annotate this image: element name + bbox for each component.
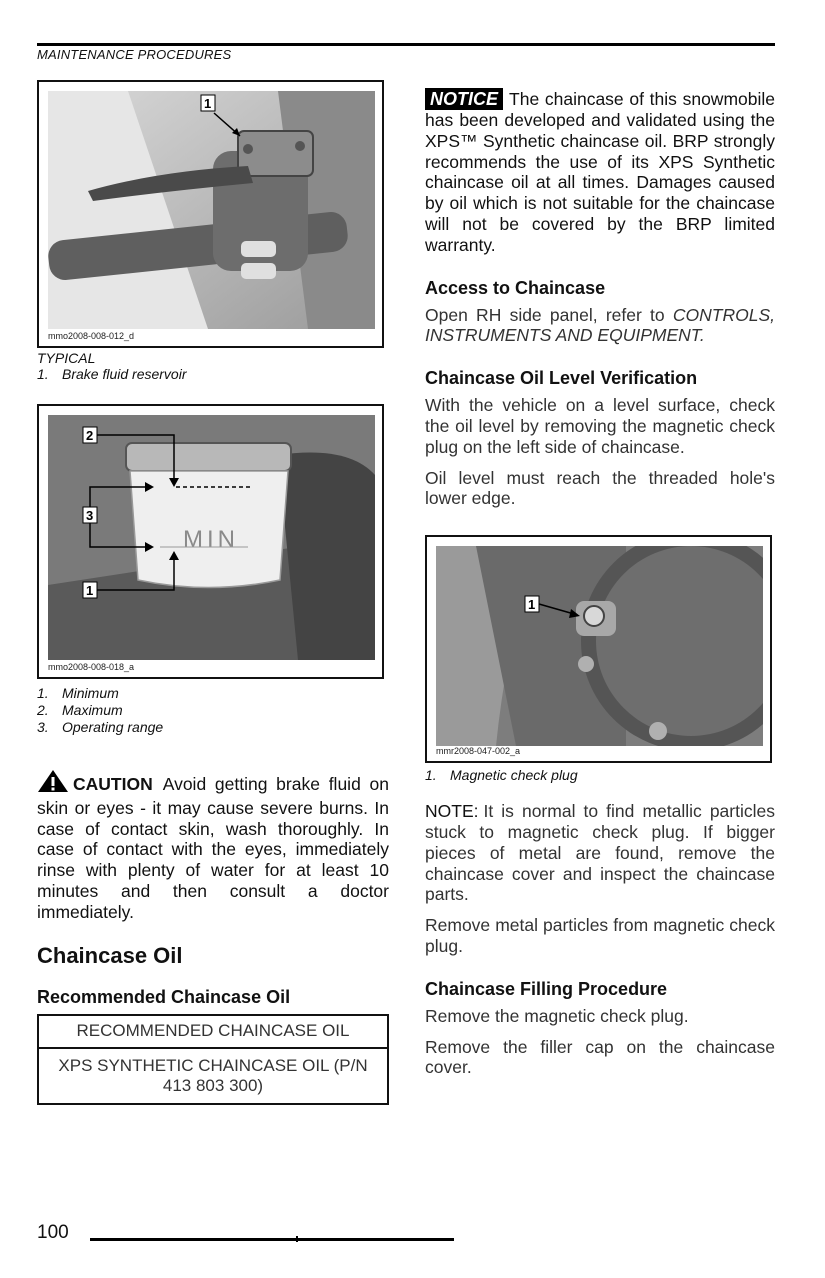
figure-code: mmo2008-008-018_a	[48, 662, 135, 672]
level-check-heading: Chaincase Oil Level Verification	[425, 368, 698, 389]
access-text: Open RH side panel, refer to CONTROLS, INSTRUMENTS AND EQUIPMENT.	[425, 304, 775, 346]
svg-text:3: 3	[86, 508, 94, 523]
caption-item: 2. Maximum	[37, 702, 123, 718]
figure-code: mmo2008-008-012_d	[48, 331, 135, 341]
caution-label: CAUTION	[73, 774, 153, 794]
filling-heading: Chaincase Filling Procedure	[425, 978, 668, 999]
level-check-para: Oil level must reach the threaded hole's lower edge.	[425, 467, 775, 509]
section-label: MAINTENANCE PROCEDURES	[37, 47, 232, 62]
caution-text: Avoid getting brake fluid on skin or eyes - it may cause severe burns. In case of contact skin, wash thoroughly. In case of contact with the eyes, immediately rinse with plenty of water for at least 10 minutes and then consult a doctor immediately.	[37, 774, 389, 922]
header-rule	[37, 43, 775, 46]
note-para: Remove metal particles from magnetic check plug.	[425, 915, 775, 956]
notice-text: The chaincase of this snowmobile has been developed and validated using the XPS™ Synthetic chaincase oil. BRP strongly recommends the use of its XPS Synthetic chaincase oil at all times. Damages caused by oil which is not suitable for the chaincase will not be covered by the BRP limited warranty.	[425, 89, 775, 255]
figure-brake-reservoir	[37, 80, 384, 348]
chaincase-oil-heading: Chaincase Oil	[37, 942, 183, 968]
filling-para: Remove the magnetic check plug.	[425, 1005, 689, 1026]
filling-para: Remove the filler cap on the chaincase cover.	[425, 1036, 775, 1078]
min-marking: MIN	[183, 526, 239, 553]
caption-item: 1. Minimum	[37, 685, 119, 701]
footer-rule	[90, 1238, 454, 1241]
callout-1: 1	[528, 597, 536, 613]
reservoir-photo	[48, 415, 375, 660]
figure-magnetic-plug	[425, 535, 772, 763]
caption-item: 3. Operating range	[37, 719, 164, 735]
recommended-oil-table	[37, 1014, 389, 1105]
cross-reference: CONTROLS, INSTRUMENTS AND EQUIPMENT	[425, 304, 775, 346]
access-heading: Access to Chaincase	[425, 277, 606, 298]
caution-block	[37, 769, 389, 923]
page-number: 100	[37, 1222, 69, 1243]
notice-label: NOTICE	[425, 88, 503, 110]
table-value-cell: XPS SYNTHETIC CHAINCASE OIL (P/N 413 803 300)	[38, 1048, 388, 1104]
brake-handlebar-photo	[48, 91, 375, 329]
footer-rule-tick	[296, 1236, 298, 1242]
figure-fluid-levels	[37, 404, 384, 679]
figure-caption-title: TYPICAL	[37, 350, 96, 366]
notice-block	[425, 88, 775, 256]
caption-item: 1. Brake fluid reservoir	[37, 366, 187, 382]
svg-text:1: 1	[86, 583, 94, 598]
table-header-cell: RECOMMENDED CHAINCASE OIL	[38, 1015, 388, 1048]
note-block	[425, 801, 775, 905]
right-column	[425, 88, 775, 1078]
note-text: It is normal to find metallic particles stuck to magnetic check plug. If bigger pieces of metal are found, remove the chaincase cover and inspect the chaincase parts.	[425, 801, 775, 905]
level-check-para: With the vehicle on a level surface, check the oil level by removing the magnetic check plug on the left side of chaincase.	[425, 395, 775, 457]
chaincase-photo	[436, 546, 763, 746]
caption-item: 1. Magnetic check plug	[425, 767, 578, 784]
figure-code: mmr2008-047-002_a	[436, 746, 521, 757]
warning-triangle-icon	[37, 769, 69, 798]
svg-text:2: 2	[86, 428, 94, 443]
left-column	[37, 80, 389, 1105]
callout-1: 1	[204, 96, 212, 111]
note-label: NOTE:	[425, 801, 479, 822]
recommended-oil-heading: Recommended Chaincase Oil	[37, 986, 291, 1007]
